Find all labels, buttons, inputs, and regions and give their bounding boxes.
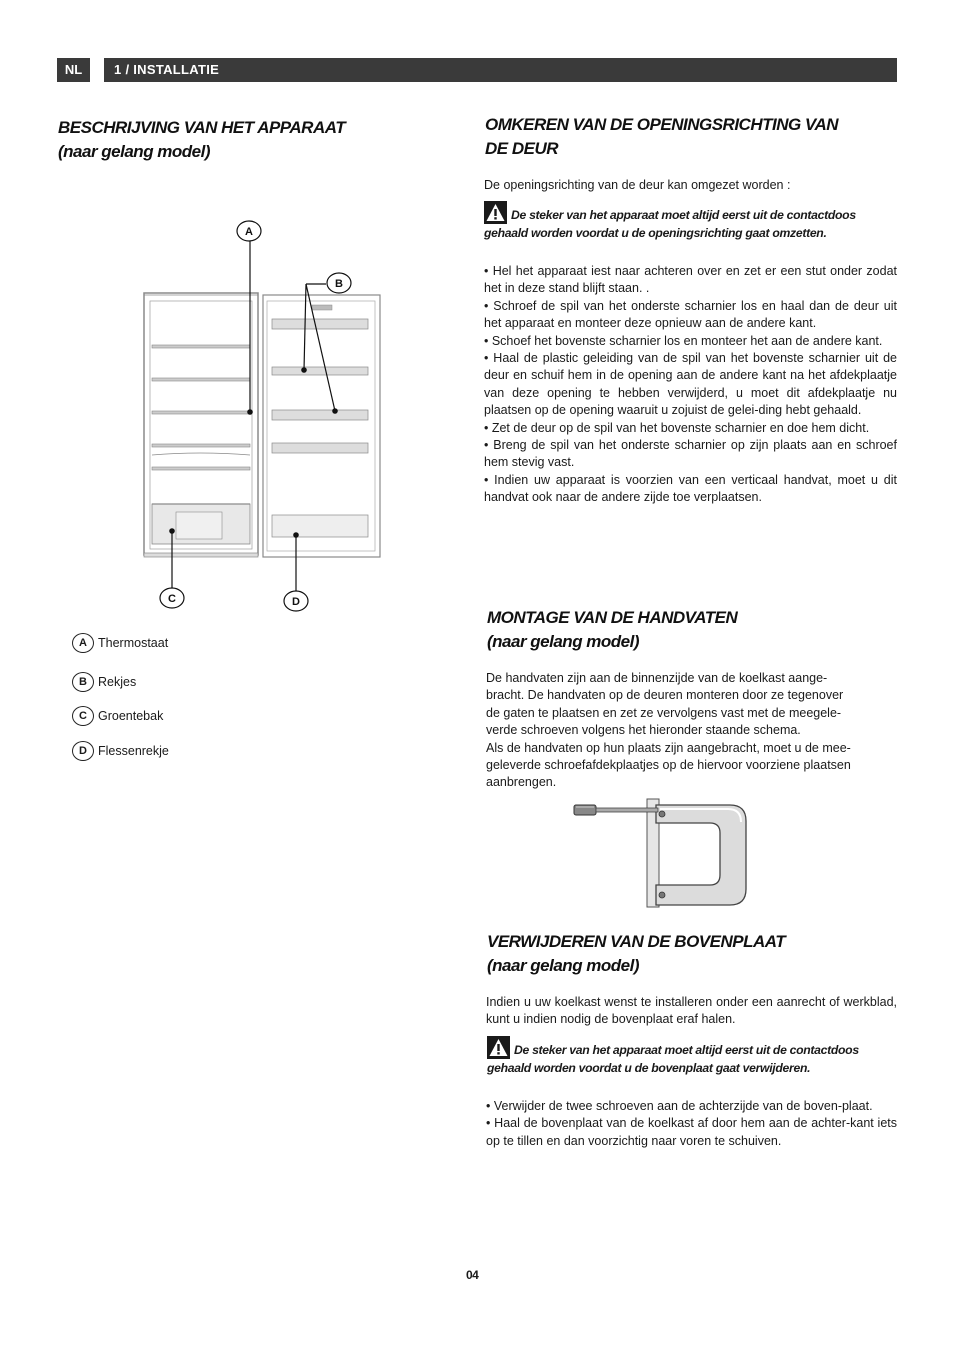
description-title <box>58 116 345 164</box>
description-title-line2: (naar gelang model) <box>58 142 211 161</box>
door-step: • Schroef de spil van het onderste scharnier los en haal dan de deur uit het apparaat en monteer deze opnieuw aan de andere kant. <box>484 298 897 331</box>
door-step: • Breng de spil van het onderste scharnier op zijn plaats aan en schroef hem stevig vast. <box>484 438 897 470</box>
legend-label: Rekjes <box>98 674 137 689</box>
topplate-title-line1: VERWIJDEREN VAN DE BOVENPLAAT <box>487 932 786 951</box>
door-warning <box>484 201 900 242</box>
topplate-steps <box>486 1098 897 1150</box>
topplate-title-line2: (naar gelang model) <box>487 956 640 975</box>
handles-line: De handvaten zijn aan de binnenzijde van de koelkast aange- <box>486 671 828 685</box>
legend-label: Thermostaat <box>98 635 169 650</box>
legend-label: Flessenrekje <box>98 743 169 758</box>
topplate-warning-text: De steker van het apparaat moet altijd eerst uit de contactdoos gehaald worden voordat u de bovenplaat gaat verwijderen. <box>487 1043 859 1075</box>
callout-c-label: C <box>168 593 176 605</box>
description-title-line1: BESCHRIJVING VAN HET APPARAAT <box>58 118 346 137</box>
legend-item-shelves <box>72 671 136 691</box>
section-header: 1 / INSTALLATIE <box>104 58 897 82</box>
door-step: • Indien uw apparaat is voorzien van een verticaal handvat, moet u dit handvat ook naar de andere zijde toe verplaatsen. <box>484 472 897 505</box>
handles-line: de gaten te plaatsen en zet ze vervolgens vast met de meegele- <box>486 705 842 720</box>
warning-icon <box>487 1036 510 1059</box>
topplate-warning <box>487 1036 903 1077</box>
topplate-intro: Indien u uw koelkast wenst te installeren onder een aanrecht of werkblad, kunt u indien nodig de bovenplaat eraf halen. <box>486 995 897 1027</box>
legend-item-bottle-rack <box>72 740 169 760</box>
legend-letter: A <box>72 633 94 653</box>
fridge-cabinet <box>144 293 258 557</box>
handles-line: geleverde schroefafdekplaatjes op de hiervoor voorziene plaatsen <box>486 758 851 773</box>
handles-title-line1: MONTAGE VAN DE HANDVATEN <box>487 608 738 627</box>
door-step: • Schoef het bovenste scharnier los en monteer het aan de andere kant. <box>484 333 883 348</box>
door-intro: De openingsrichting van de deur kan omgezet worden : <box>484 178 791 192</box>
topplate-step: • Haal de bovenplaat van de koelkast af door hem aan de achter-kant iets op te tillen en dan voorzichtig naar voren te schuiven. <box>486 1116 897 1148</box>
door-step: • Zet de deur op de spil van het bovenste scharnier en doe hem dicht. <box>484 420 870 435</box>
topplate-step: • Verwijder de twee schroeven aan de achterzijde van de boven-plaat. <box>486 1099 873 1113</box>
door-step: • Hel het apparaat iest naar achteren over en zet er een stut onder zodat het in deze stand blijft staan. . <box>484 264 897 296</box>
warning-icon <box>484 201 507 224</box>
door-steps <box>484 263 897 507</box>
handle-mounting-illustration <box>570 797 750 909</box>
page-number: 04 <box>466 1268 479 1282</box>
topplate-title <box>487 930 785 978</box>
legend-letter: D <box>72 741 94 761</box>
handles-line: aanbrengen. <box>486 775 557 790</box>
legend-item-crisper <box>72 705 163 725</box>
callout-b-label: B <box>335 278 343 290</box>
door-reversal-title-line1: OMKEREN VAN DE OPENINGSRICHTING VAN <box>485 115 839 134</box>
callout-d-label: D <box>292 596 300 608</box>
legend-letter: B <box>72 672 94 692</box>
fridge-door <box>263 295 380 557</box>
handles-line: Als de handvaten op hun plaats zijn aangebracht, moet u de mee- <box>486 740 851 755</box>
handles-line: bracht. De handvaten op de deuren monteren door ze tegenover <box>486 688 844 703</box>
door-step: • Haal de plastic geleiding van de spil van het bovenste scharnier uit de deur en schuif hem in de opening aan de andere kant na het afdekplaatje van deze opening te hebben verwijderd, u moet dit afdekplaatje nu plaatsen op de opening waaruit u zojuist de gelei-ding hebt gehaald. <box>484 351 897 418</box>
handles-text <box>486 670 901 792</box>
door-reversal-title <box>485 113 838 161</box>
handles-title <box>487 606 737 654</box>
handles-line: verde schroeven volgens het hieronder staande schema. <box>486 723 801 738</box>
legend-label: Groentebak <box>98 708 164 723</box>
language-tab: NL <box>57 58 90 82</box>
fridge-illustration <box>130 215 400 615</box>
legend-letter: C <box>72 706 94 726</box>
door-reversal-title-line2: DE DEUR <box>485 139 559 158</box>
handles-title-line2: (naar gelang model) <box>487 632 640 651</box>
callout-a-label: A <box>245 226 253 238</box>
door-warning-text: De steker van het apparaat moet altijd eerst uit de contactdoos gehaald worden voordat u de openingsrichting gaat omzetten. <box>484 208 856 240</box>
legend-item-thermostat <box>72 632 168 652</box>
